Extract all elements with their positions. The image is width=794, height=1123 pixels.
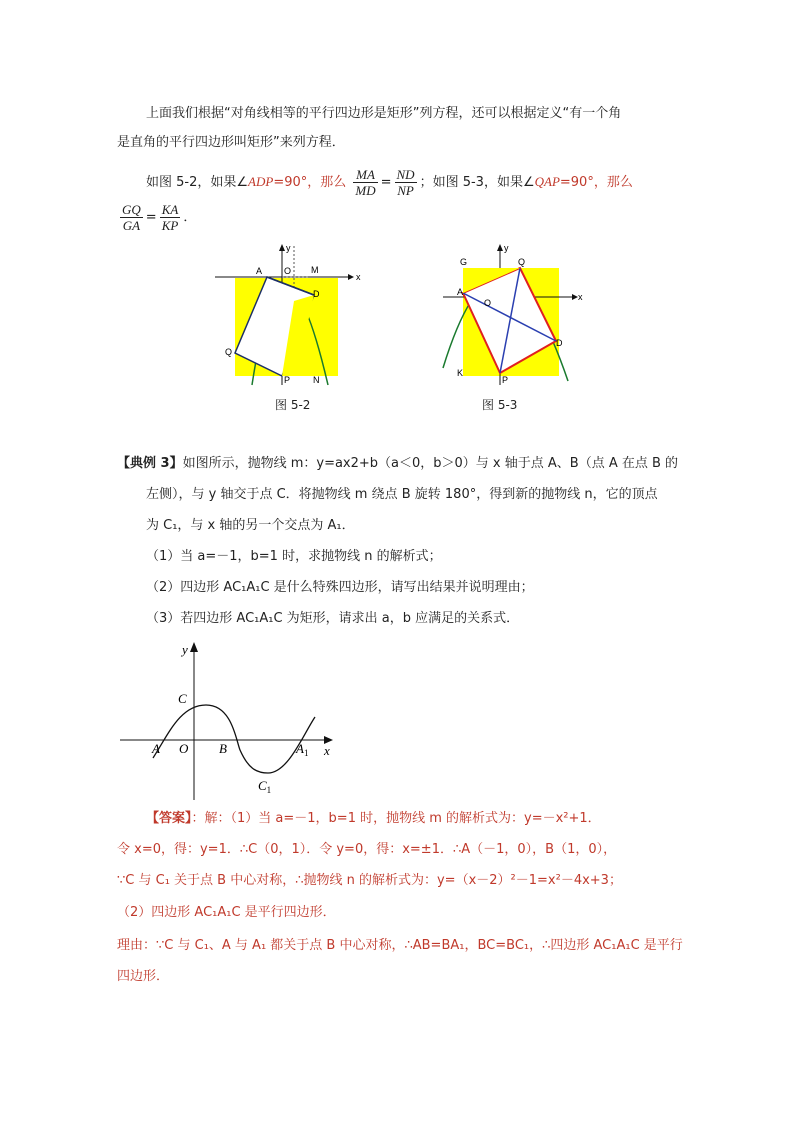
fraction-ma-md: $\frac{MA}{MD}$ xyxy=(355,167,376,198)
figure-5-2 xyxy=(210,243,370,388)
intro-text: =90°，那么 xyxy=(273,175,347,190)
equals-sign: = xyxy=(145,210,157,225)
caption-fig-5-2: 图 5-2 xyxy=(275,398,311,412)
intro-text: =90°，那么 xyxy=(559,175,633,190)
answer-line-1 xyxy=(146,809,601,829)
label-m: M xyxy=(311,265,319,275)
example-line-3: 为 C₁，与 x 轴的另一个交点为 A₁． xyxy=(146,518,355,533)
label-k: K xyxy=(457,368,464,378)
example-tag: 【典例 3】 xyxy=(117,456,183,471)
label-p: P xyxy=(502,375,509,385)
label-x: x xyxy=(578,292,583,302)
answer-line-3: ∵C 与 C₁ 关于点 B 中心对称，∴抛物线 n 的解析式为：y=（x－2）²－1=x²－4x+3； xyxy=(117,873,622,888)
intro-line-3 xyxy=(146,164,633,201)
answer-text: ：解：（1）当 a=－1，b=1 时，抛物线 m 的解析式为：y=－x²+1． xyxy=(191,811,601,826)
label-x: x xyxy=(324,743,330,758)
intro-line-2: 是直角的平行四边形叫矩形”来列方程． xyxy=(117,135,345,150)
curve-m-n xyxy=(153,705,315,773)
label-a1: $A_1$ xyxy=(296,741,309,758)
y-axis-arrow xyxy=(279,244,285,251)
figure-5-3 xyxy=(438,243,588,388)
label-q: Q xyxy=(518,257,526,267)
angle-qap: QAP xyxy=(534,174,560,189)
example-line-1 xyxy=(117,454,678,474)
answer-line-2: 令 x=0，得：y=1．∴C（0，1）．令 y=0，得：x=±1．∴A（－1，0），B（1，0）， xyxy=(117,842,617,857)
label-o: O xyxy=(284,266,292,276)
label-q: Q xyxy=(225,347,233,357)
label-y: y xyxy=(504,243,509,253)
label-a: A xyxy=(256,266,263,276)
intro-text: ；如图 5-3，如果∠ xyxy=(419,175,535,190)
label-y: y xyxy=(286,243,291,253)
fraction-gq-ga: $\frac{GQ}{GA}$ xyxy=(122,202,141,233)
label-c1: $C_1$ xyxy=(258,778,272,795)
intro-text: 如图 5-2，如果∠ xyxy=(146,175,249,190)
label-a: A xyxy=(457,287,464,297)
label-d: D xyxy=(313,289,320,299)
y-axis-arrow xyxy=(190,642,198,652)
label-n: N xyxy=(313,375,320,385)
question-3: （3）若四边形 AC₁A₁C 为矩形，请求出 a，b 应满足的关系式． xyxy=(146,611,520,626)
fraction-nd-np: $\frac{ND}{NP}$ xyxy=(396,167,415,198)
label-o: O xyxy=(484,298,492,308)
caption-fig-5-3: 图 5-3 xyxy=(482,398,518,412)
label-p: P xyxy=(284,375,291,385)
example-text: 如图所示，抛物线 m：y=ax2+b（a＜0，b＞0）与 x 轴于点 A、B（点 A 在点 B 的 xyxy=(182,456,679,471)
answer-line-4: （2）四边形 AC₁A₁C 是平行四边形． xyxy=(117,905,336,920)
y-axis-arrow xyxy=(497,244,503,251)
label-d: D xyxy=(556,338,563,348)
question-1: （1）当 a=－1，b=1 时，求抛物线 n 的解析式； xyxy=(146,549,442,564)
label-x: x xyxy=(356,272,361,282)
parabola-graph xyxy=(118,640,343,805)
answer-tag: 【答案】 xyxy=(146,811,192,826)
label-g: G xyxy=(460,257,468,267)
answer-line-5: 理由：∵C 与 C₁、A 与 A₁ 都关于点 B 中心对称，∴AB=BA₁，BC=BC₁，∴四边形 AC₁A₁C 是平行 xyxy=(117,938,683,953)
label-c: C xyxy=(178,691,187,706)
intro-line-1: 上面我们根据“对角线相等的平行四边形是矩形”列方程，还可以根据定义“有一个角 xyxy=(146,106,622,121)
intro-line-4: $\frac{GQ}{GA}$ = $\frac{KA}{KP}$ ． xyxy=(122,202,197,233)
label-o: O xyxy=(179,741,189,756)
label-b: B xyxy=(219,741,227,756)
fraction-ka-kp: $\frac{KA}{KP}$ xyxy=(161,202,179,233)
equals-sign: = xyxy=(380,175,392,190)
angle-adp: ADP xyxy=(248,174,274,189)
label-a: A xyxy=(152,741,160,756)
question-2: （2）四边形 AC₁A₁C 是什么特殊四边形，请写出结果并说明理由； xyxy=(146,580,534,595)
example-line-2: 左侧），与 y 轴交于点 C．将抛物线 m 绕点 B 旋转 180°，得到新的抛物线 n，它的顶点 xyxy=(146,487,658,502)
label-y: y xyxy=(182,642,188,657)
answer-line-6: 四边形． xyxy=(117,969,170,984)
x-axis-arrow xyxy=(348,274,354,280)
